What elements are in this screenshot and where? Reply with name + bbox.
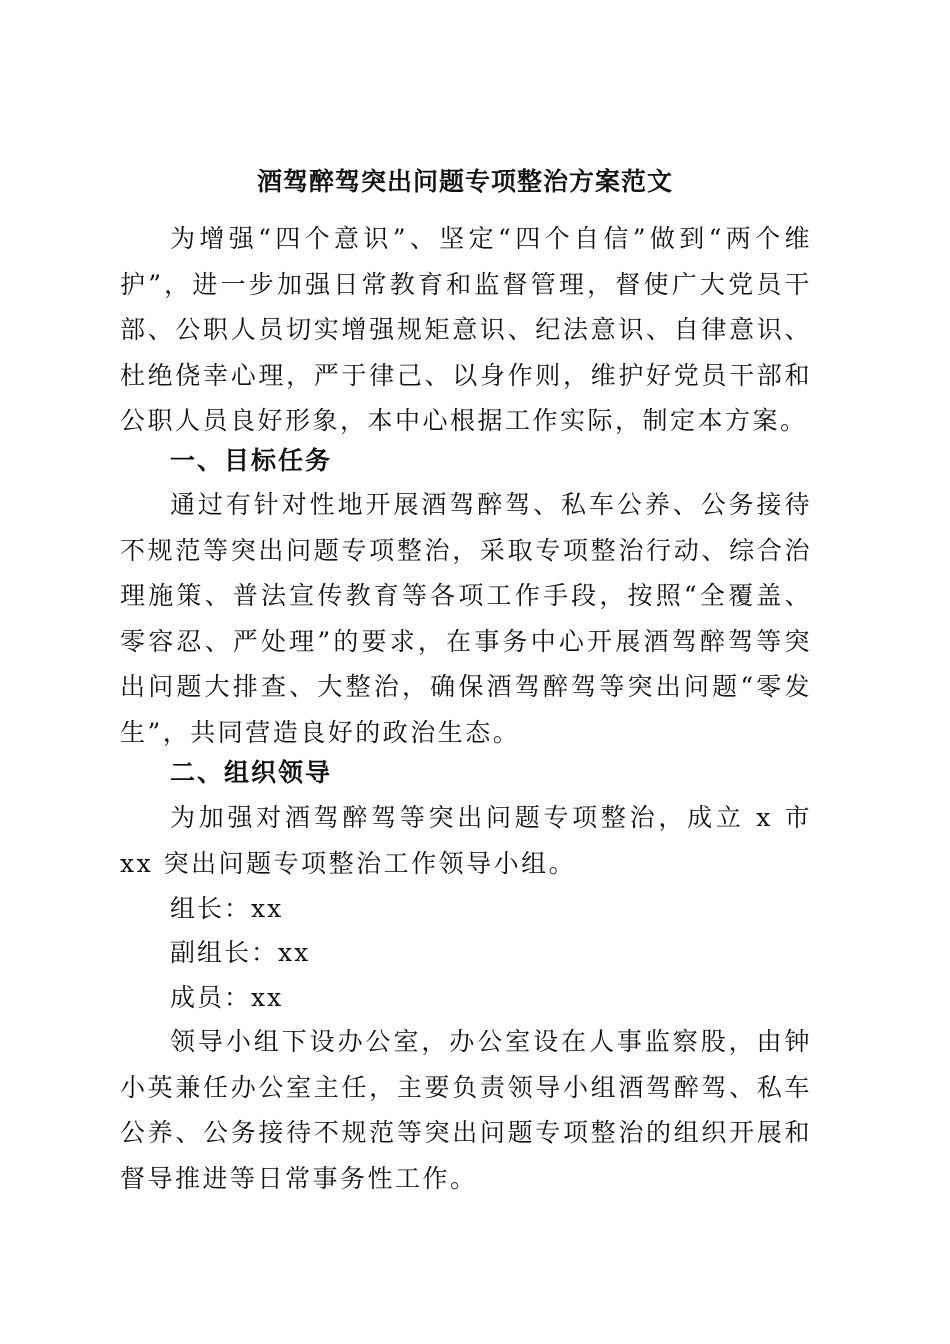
section-heading-organization: 二、组织领导 xyxy=(170,758,333,787)
deputy-leader-line: 副组长：xx xyxy=(170,938,311,967)
intro-paragraph: 为增强“四个意识”、坚定“四个自信”做到“两个维护”，进一步加强日常教育和监督管理，督使广大党员干部、公职人员切实增强规矩意识、纪法意识、自律意识、杜绝侥幸心理，严于律己、以身作则，维护好党员干部和公职人员良好形象，本中心根据工作实际，制定本方案。 xyxy=(120,224,812,435)
section-body-organization: 为加强对酒驾醉驾等突出问题专项整治，成立 x 市 xx 突出问题专项整治工作领导小组。 xyxy=(120,803,812,878)
members-line: 成员：xx xyxy=(170,983,284,1012)
leader-line: 组长：xx xyxy=(170,894,284,923)
document-title: 酒驾醉驾突出问题专项整治方案范文 xyxy=(256,167,673,196)
office-paragraph: 领导小组下设办公室，办公室设在人事监察股，由钟小英兼任办公室主任，主要负责领导小组酒驾醉驾、私车公养、公务接待不规范等突出问题专项整治的组织开展和督导推进等日常事务性工作。 xyxy=(120,1027,812,1193)
section-heading-goals: 一、目标任务 xyxy=(170,446,333,475)
section-body-goals: 通过有针对性地开展酒驾醉驾、私车公养、公务接待不规范等突出问题专项整治，采取专项整治行动、综合治理施策、普法宣传教育等各项工作手段，按照“全覆盖、零容忍、严处理”的要求，在事务中心开展酒驾醉驾等突出问题大排查、大整治，确保酒驾醉驾等突出问题“零发生”，共同营造良好的政治生态。 xyxy=(120,490,812,747)
